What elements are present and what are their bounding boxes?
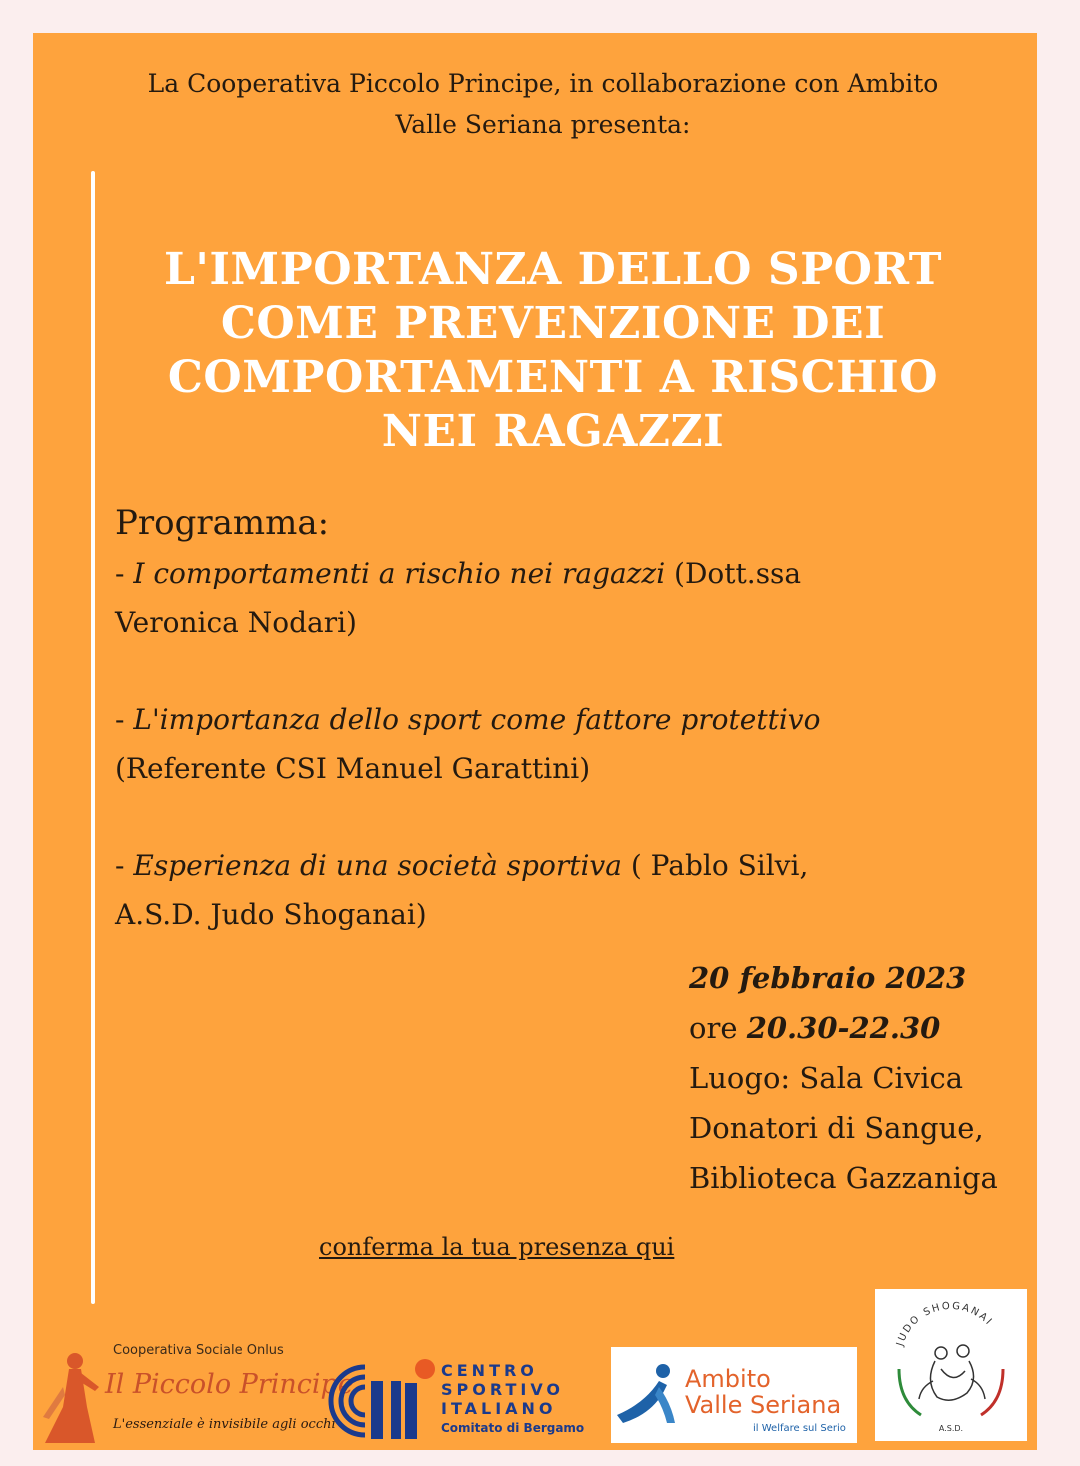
- intro-text: [93, 63, 993, 145]
- csi-emblem-icon: [317, 1353, 441, 1445]
- judo-shoganai-emblem-icon: [875, 1289, 1027, 1441]
- title-line-3: COMPORTAMENTI A RISCHIO: [167, 352, 939, 403]
- event-details: [689, 953, 1037, 1203]
- ambito-tagline: il Welfare sul Serio: [753, 1423, 846, 1434]
- piccolo-principe-logo: [33, 1343, 354, 1447]
- event-date: 20 febbraio 2023: [689, 961, 967, 995]
- programma-section: [115, 501, 995, 987]
- programma-heading: Programma:: [115, 503, 330, 543]
- ambito-person-icon: [615, 1363, 685, 1427]
- csi-word-sportivo: SPORTIVO: [441, 1380, 565, 1399]
- programma-item-speaker: (Dott.ssa: [665, 557, 802, 590]
- programma-item-speaker-cont: A.S.D. Judo Shoganai): [115, 898, 427, 931]
- piccolo-principe-subtitle: Cooperativa Sociale Onlus: [113, 1343, 284, 1358]
- decorative-vertical-line: [91, 171, 95, 1304]
- programma-item-topic: I comportamenti a rischio nei ragazzi: [133, 557, 666, 590]
- programma-item-speaker: ( Pablo Silvi,: [621, 849, 809, 882]
- programma-item-speaker-cont: Veronica Nodari): [115, 606, 357, 639]
- title-line-4: NEI RAGAZZI: [381, 406, 725, 457]
- programma-item-speaker-cont: (Referente CSI Manuel Garattini): [115, 752, 591, 785]
- csi-wordmark: [441, 1361, 591, 1418]
- event-place-line-1: Luogo: Sala Civica: [689, 1061, 963, 1095]
- judo-bottom-text: A.S.D.: [938, 1424, 964, 1433]
- svg-text:JUDO SHOGANAI: [895, 1301, 995, 1349]
- event-time: 20.30-22.30: [746, 1011, 941, 1045]
- confirm-attendance-link[interactable]: conferma la tua presenza qui: [319, 1233, 675, 1261]
- csi-logo: [317, 1353, 593, 1445]
- programma-item: - Esperienza di una società sportiva ( Pablo Silvi, A.S.D. Judo Shoganai): [115, 841, 995, 939]
- event-title: [123, 243, 983, 459]
- little-prince-figure-icon: [35, 1347, 105, 1447]
- event-place-line-2: Donatori di Sangue,: [689, 1111, 984, 1145]
- event-poster: [33, 33, 1037, 1450]
- programma-item-topic: Esperienza di una società sportiva: [133, 849, 622, 882]
- sponsor-logos: [33, 1300, 1037, 1450]
- programma-item: - I comportamenti a rischio nei ragazzi (Dott.ssa Veronica Nodari): [115, 549, 995, 647]
- title-line-2: COME PREVENZIONE DEI: [220, 298, 886, 349]
- event-time-line: [689, 1003, 1037, 1053]
- judo-shoganai-logo: [875, 1289, 1027, 1441]
- piccolo-principe-motto: L'essenziale è invisibile agli occhi: [113, 1417, 336, 1432]
- piccolo-principe-name: Il Piccolo Principe: [105, 1369, 354, 1400]
- csi-word-italiano: ITALIANO: [441, 1399, 557, 1418]
- ambito-line-2: Valle Seriana: [685, 1391, 842, 1419]
- programma-item: - L'importanza dello sport come fattore protettivo (Referente CSI Manuel Garattini): [115, 695, 995, 793]
- event-time-label: ore: [689, 1011, 747, 1045]
- ambito-valle-seriana-logo: [611, 1347, 857, 1443]
- ambito-line-1: Ambito: [685, 1365, 771, 1393]
- title-line-1: L'IMPORTANZA DELLO SPORT: [163, 244, 943, 295]
- judo-arc-text: JUDO SHOGANAI: [894, 1300, 995, 1348]
- csi-word-centro: CENTRO: [441, 1361, 538, 1380]
- csi-comitato: Comitato di Bergamo: [441, 1421, 585, 1435]
- programma-item-topic: L'importanza dello sport come fattore protettivo: [133, 703, 821, 736]
- intro-line-1: La Cooperativa Piccolo Principe, in collaborazione con Ambito: [147, 69, 939, 98]
- event-place-line-3: Biblioteca Gazzaniga: [689, 1161, 998, 1195]
- intro-line-2: Valle Seriana presenta:: [395, 110, 691, 139]
